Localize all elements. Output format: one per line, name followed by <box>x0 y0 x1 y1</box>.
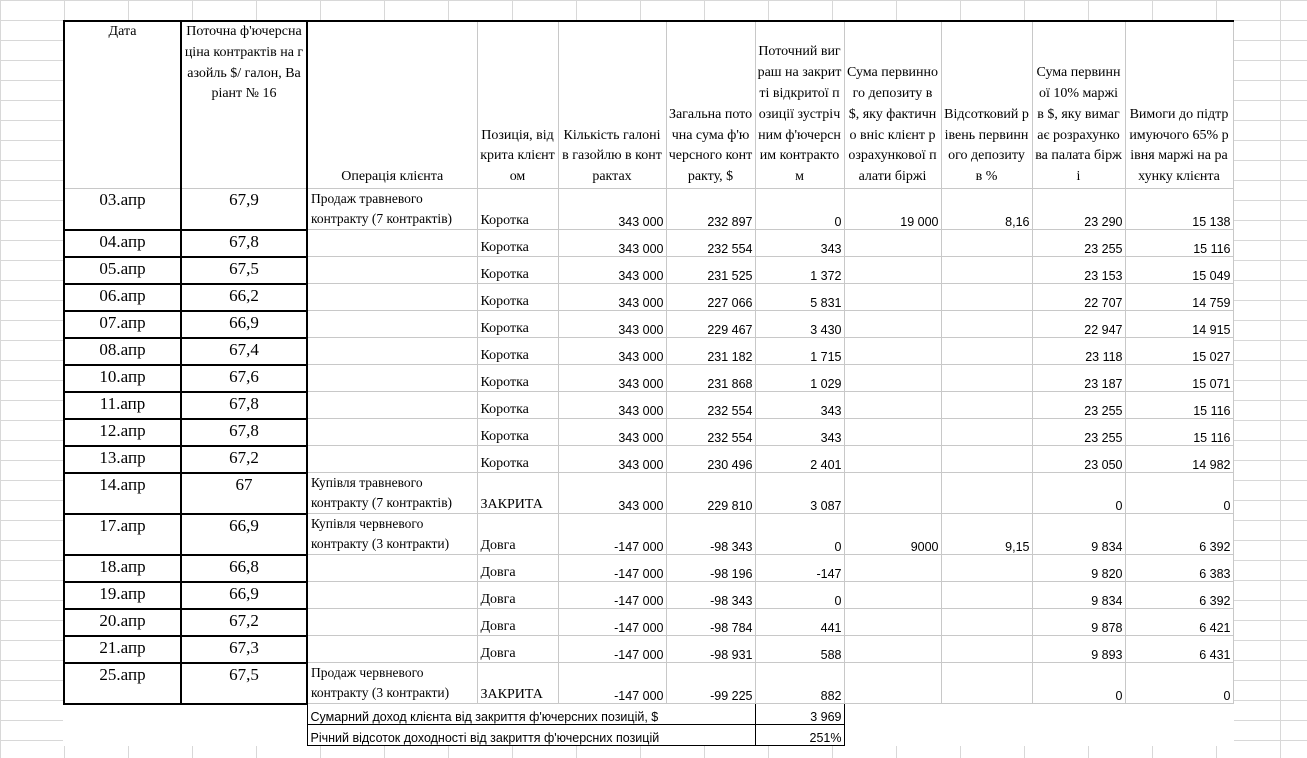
date-cell[interactable]: 19.апр <box>64 582 181 609</box>
date-cell[interactable]: 07.апр <box>64 311 181 338</box>
margin-cell[interactable]: 23 255 <box>1032 230 1125 257</box>
maintenance-cell[interactable]: 0 <box>1125 473 1233 514</box>
contract-sum-cell[interactable]: -98 931 <box>666 636 755 663</box>
contract-sum-cell[interactable]: -98 343 <box>666 514 755 555</box>
deposit-percent-cell[interactable] <box>941 636 1032 663</box>
gain-cell[interactable]: 1 372 <box>755 257 844 284</box>
deposit-percent-cell[interactable] <box>941 338 1032 365</box>
date-cell[interactable]: 12.апр <box>64 419 181 446</box>
contract-sum-cell[interactable]: -98 196 <box>666 555 755 582</box>
maintenance-cell[interactable]: 15 116 <box>1125 230 1233 257</box>
quantity-cell[interactable]: 343 000 <box>558 284 666 311</box>
gain-cell[interactable]: 343 <box>755 392 844 419</box>
price-cell[interactable]: 67 <box>181 473 307 514</box>
deposit-cell[interactable] <box>844 555 941 582</box>
position-cell[interactable]: ЗАКРИТА <box>477 663 558 704</box>
header-cell[interactable]: Поточна ф'ючерсна ціна контрактів на газойль $/ галон, Варіант № 16 <box>181 21 307 189</box>
header-cell[interactable]: Поточний виграш на закритті відкритої позиції зустрічним ф'ючерсним контрактом <box>755 21 844 189</box>
margin-cell[interactable]: 0 <box>1032 663 1125 704</box>
deposit-percent-cell[interactable] <box>941 230 1032 257</box>
date-cell[interactable]: 03.апр <box>64 189 181 230</box>
contract-sum-cell[interactable]: 232 554 <box>666 419 755 446</box>
table-row <box>64 582 1233 609</box>
margin-cell[interactable]: 9 834 <box>1032 582 1125 609</box>
price-cell[interactable]: 67,8 <box>181 392 307 419</box>
deposit-percent-cell[interactable] <box>941 257 1032 284</box>
table-row <box>64 419 1233 446</box>
margin-cell[interactable]: 0 <box>1032 473 1125 514</box>
maintenance-cell[interactable]: 15 138 <box>1125 189 1233 230</box>
quantity-cell[interactable]: -147 000 <box>558 514 666 555</box>
table-row <box>64 338 1233 365</box>
quantity-cell[interactable]: 343 000 <box>558 365 666 392</box>
deposit-cell[interactable] <box>844 230 941 257</box>
gain-cell[interactable]: 3 087 <box>755 473 844 514</box>
table-row <box>64 392 1233 419</box>
margin-cell[interactable]: 23 050 <box>1032 446 1125 473</box>
price-cell[interactable]: 67,8 <box>181 230 307 257</box>
header-cell[interactable]: Вимоги до підтримуючого 65% рівня маржі на рахунку клієнта <box>1125 21 1233 189</box>
header-cell[interactable]: Відсотковий рівень первинного депозиту в % <box>941 21 1032 189</box>
contract-sum-cell[interactable]: 231 868 <box>666 365 755 392</box>
position-cell[interactable]: ЗАКРИТА <box>477 473 558 514</box>
margin-cell[interactable]: 23 153 <box>1032 257 1125 284</box>
table-row <box>64 514 1233 555</box>
date-cell[interactable]: 25.апр <box>64 663 181 704</box>
position-cell[interactable]: Довга <box>477 514 558 555</box>
table-row <box>64 446 1233 473</box>
deposit-cell[interactable]: 19 000 <box>844 189 941 230</box>
operation-cell[interactable] <box>307 419 477 446</box>
operation-cell[interactable] <box>307 284 477 311</box>
summary-label[interactable]: Сумарний доход клієнта від закриття ф'ючерсних позицій, $ <box>307 704 755 725</box>
table-row <box>64 555 1233 582</box>
operation-cell[interactable] <box>307 257 477 284</box>
margin-cell[interactable]: 23 187 <box>1032 365 1125 392</box>
deposit-cell[interactable] <box>844 257 941 284</box>
position-cell[interactable]: Довга <box>477 609 558 636</box>
deposit-percent-cell[interactable]: 9,15 <box>941 514 1032 555</box>
quantity-cell[interactable]: 343 000 <box>558 392 666 419</box>
quantity-cell[interactable]: 343 000 <box>558 230 666 257</box>
operation-cell[interactable]: Продаж червневого контракту (3 контракти) <box>307 663 477 704</box>
deposit-percent-cell[interactable] <box>941 663 1032 704</box>
deposit-cell[interactable] <box>844 473 941 514</box>
deposit-percent-cell[interactable]: 8,16 <box>941 189 1032 230</box>
summary-label[interactable]: Річний відсоток доходності від закриття ф'ючерсних позицій <box>307 725 755 746</box>
table-row <box>64 609 1233 636</box>
header-cell[interactable]: Дата <box>64 21 181 189</box>
price-cell[interactable]: 66,2 <box>181 284 307 311</box>
blank-cell <box>844 704 1233 725</box>
price-cell[interactable]: 67,9 <box>181 189 307 230</box>
contract-sum-cell[interactable]: 231 525 <box>666 257 755 284</box>
margin-cell[interactable]: 9 834 <box>1032 514 1125 555</box>
contract-sum-cell[interactable]: 232 554 <box>666 392 755 419</box>
maintenance-cell[interactable]: 6 421 <box>1125 609 1233 636</box>
maintenance-cell[interactable]: 15 116 <box>1125 419 1233 446</box>
contract-sum-cell[interactable]: 229 467 <box>666 311 755 338</box>
table-row <box>64 365 1233 392</box>
maintenance-cell[interactable]: 6 383 <box>1125 555 1233 582</box>
maintenance-cell[interactable]: 15 027 <box>1125 338 1233 365</box>
margin-cell[interactable]: 23 118 <box>1032 338 1125 365</box>
deposit-percent-cell[interactable] <box>941 555 1032 582</box>
margin-cell[interactable]: 22 707 <box>1032 284 1125 311</box>
contract-sum-cell[interactable]: 230 496 <box>666 446 755 473</box>
table-row <box>64 284 1233 311</box>
table-row <box>64 230 1233 257</box>
table-row <box>64 257 1233 284</box>
position-cell[interactable]: Коротка <box>477 338 558 365</box>
table-row <box>64 636 1233 663</box>
contract-sum-cell[interactable]: 227 066 <box>666 284 755 311</box>
deposit-percent-cell[interactable] <box>941 582 1032 609</box>
summary-row <box>64 704 1233 725</box>
gain-cell[interactable]: -147 <box>755 555 844 582</box>
operation-cell[interactable] <box>307 392 477 419</box>
price-cell[interactable]: 67,5 <box>181 257 307 284</box>
price-cell[interactable]: 67,8 <box>181 419 307 446</box>
quantity-cell[interactable]: -147 000 <box>558 663 666 704</box>
deposit-percent-cell[interactable] <box>941 284 1032 311</box>
summary-row <box>64 725 1233 746</box>
gain-cell[interactable]: 588 <box>755 636 844 663</box>
contract-sum-cell[interactable]: -98 784 <box>666 609 755 636</box>
deposit-cell[interactable] <box>844 663 941 704</box>
deposit-cell[interactable] <box>844 311 941 338</box>
table-row <box>64 663 1233 704</box>
quantity-cell[interactable]: 343 000 <box>558 419 666 446</box>
deposit-cell[interactable] <box>844 365 941 392</box>
position-cell[interactable]: Коротка <box>477 446 558 473</box>
deposit-cell[interactable] <box>844 284 941 311</box>
operation-cell[interactable] <box>307 446 477 473</box>
gain-cell[interactable]: 2 401 <box>755 446 844 473</box>
position-cell[interactable]: Коротка <box>477 230 558 257</box>
margin-cell[interactable]: 23 255 <box>1032 392 1125 419</box>
price-cell[interactable]: 67,3 <box>181 636 307 663</box>
contract-sum-cell[interactable]: 231 182 <box>666 338 755 365</box>
quantity-cell[interactable]: 343 000 <box>558 446 666 473</box>
price-cell[interactable]: 66,9 <box>181 582 307 609</box>
margin-cell[interactable]: 9 878 <box>1032 609 1125 636</box>
deposit-percent-cell[interactable] <box>941 392 1032 419</box>
deposit-cell[interactable]: 9000 <box>844 514 941 555</box>
gain-cell[interactable]: 441 <box>755 609 844 636</box>
deposit-cell[interactable] <box>844 636 941 663</box>
header-cell[interactable]: Кількість галонів газойлю в контрактах <box>558 21 666 189</box>
maintenance-cell[interactable]: 6 392 <box>1125 514 1233 555</box>
date-cell[interactable]: 08.апр <box>64 338 181 365</box>
contract-sum-cell[interactable]: -98 343 <box>666 582 755 609</box>
price-cell[interactable]: 67,2 <box>181 446 307 473</box>
contract-sum-cell[interactable]: 232 554 <box>666 230 755 257</box>
quantity-cell[interactable]: -147 000 <box>558 609 666 636</box>
position-cell[interactable]: Коротка <box>477 392 558 419</box>
table-row <box>64 311 1233 338</box>
gain-cell[interactable]: 1 029 <box>755 365 844 392</box>
date-cell[interactable]: 18.апр <box>64 555 181 582</box>
operation-cell[interactable] <box>307 311 477 338</box>
operation-cell[interactable] <box>307 582 477 609</box>
date-cell[interactable]: 04.апр <box>64 230 181 257</box>
margin-cell[interactable]: 9 820 <box>1032 555 1125 582</box>
operation-cell[interactable]: Купівля травневого контракту (7 контрактів) <box>307 473 477 514</box>
deposit-percent-cell[interactable] <box>941 609 1032 636</box>
maintenance-cell[interactable]: 14 915 <box>1125 311 1233 338</box>
blank-cell <box>844 725 1233 746</box>
gain-cell[interactable]: 0 <box>755 514 844 555</box>
operation-cell[interactable] <box>307 555 477 582</box>
blank-cell <box>64 704 307 725</box>
operation-cell[interactable] <box>307 636 477 663</box>
deposit-cell[interactable] <box>844 392 941 419</box>
quantity-cell[interactable]: -147 000 <box>558 636 666 663</box>
margin-cell[interactable]: 23 290 <box>1032 189 1125 230</box>
date-cell[interactable]: 05.апр <box>64 257 181 284</box>
operation-cell[interactable]: Продаж травневого контракту (7 контрактів) <box>307 189 477 230</box>
deposit-percent-cell[interactable] <box>941 419 1032 446</box>
quantity-cell[interactable]: 343 000 <box>558 189 666 230</box>
quantity-cell[interactable]: 343 000 <box>558 473 666 514</box>
price-cell[interactable]: 66,8 <box>181 555 307 582</box>
deposit-cell[interactable] <box>844 419 941 446</box>
operation-cell[interactable] <box>307 230 477 257</box>
position-cell[interactable]: Коротка <box>477 311 558 338</box>
header-cell[interactable]: Операція клієнта <box>307 21 477 189</box>
date-cell[interactable]: 11.апр <box>64 392 181 419</box>
maintenance-cell[interactable]: 14 759 <box>1125 284 1233 311</box>
margin-cell[interactable]: 23 255 <box>1032 419 1125 446</box>
contract-sum-cell[interactable]: -99 225 <box>666 663 755 704</box>
quantity-cell[interactable]: -147 000 <box>558 582 666 609</box>
position-cell[interactable]: Коротка <box>477 257 558 284</box>
operation-cell[interactable] <box>307 365 477 392</box>
operation-cell[interactable] <box>307 338 477 365</box>
header-row <box>64 21 1233 189</box>
price-cell[interactable]: 67,5 <box>181 663 307 704</box>
price-cell[interactable]: 67,6 <box>181 365 307 392</box>
price-cell[interactable]: 66,9 <box>181 311 307 338</box>
margin-cell[interactable]: 22 947 <box>1032 311 1125 338</box>
deposit-percent-cell[interactable] <box>941 311 1032 338</box>
header-cell[interactable]: Загальна поточна сума ф'ючерсного контракту, $ <box>666 21 755 189</box>
date-cell[interactable]: 06.апр <box>64 284 181 311</box>
contract-sum-cell[interactable]: 232 897 <box>666 189 755 230</box>
maintenance-cell[interactable]: 6 392 <box>1125 582 1233 609</box>
quantity-cell[interactable]: -147 000 <box>558 555 666 582</box>
date-cell[interactable]: 20.апр <box>64 609 181 636</box>
gain-cell[interactable]: 343 <box>755 230 844 257</box>
position-cell[interactable]: Коротка <box>477 189 558 230</box>
quantity-cell[interactable]: 343 000 <box>558 257 666 284</box>
maintenance-cell[interactable]: 15 116 <box>1125 392 1233 419</box>
position-cell[interactable]: Довга <box>477 582 558 609</box>
summary-value[interactable]: 251% <box>755 725 844 746</box>
margin-cell[interactable]: 9 893 <box>1032 636 1125 663</box>
futures-table <box>63 20 1234 746</box>
position-cell[interactable]: Коротка <box>477 419 558 446</box>
gain-cell[interactable]: 5 831 <box>755 284 844 311</box>
summary-value[interactable]: 3 969 <box>755 704 844 725</box>
date-cell[interactable]: 13.апр <box>64 446 181 473</box>
blank-cell <box>64 725 307 746</box>
position-cell[interactable]: Коротка <box>477 365 558 392</box>
gain-cell[interactable]: 3 430 <box>755 311 844 338</box>
deposit-cell[interactable] <box>844 609 941 636</box>
header-cell[interactable]: Сума первинної 10% маржі в $, яку вимагає розрахункова палата біржі <box>1032 21 1125 189</box>
maintenance-cell[interactable]: 14 982 <box>1125 446 1233 473</box>
operation-cell[interactable]: Купівля червневого контракту (3 контракти) <box>307 514 477 555</box>
maintenance-cell[interactable]: 6 431 <box>1125 636 1233 663</box>
deposit-percent-cell[interactable] <box>941 446 1032 473</box>
position-cell[interactable]: Коротка <box>477 284 558 311</box>
maintenance-cell[interactable]: 0 <box>1125 663 1233 704</box>
table-row <box>64 473 1233 514</box>
deposit-cell[interactable] <box>844 338 941 365</box>
maintenance-cell[interactable]: 15 071 <box>1125 365 1233 392</box>
deposit-cell[interactable] <box>844 446 941 473</box>
gain-cell[interactable]: 1 715 <box>755 338 844 365</box>
maintenance-cell[interactable]: 15 049 <box>1125 257 1233 284</box>
price-cell[interactable]: 66,9 <box>181 514 307 555</box>
position-cell[interactable]: Довга <box>477 636 558 663</box>
deposit-percent-cell[interactable] <box>941 365 1032 392</box>
table-row <box>64 189 1233 230</box>
contract-sum-cell[interactable]: 229 810 <box>666 473 755 514</box>
operation-cell[interactable] <box>307 609 477 636</box>
date-cell[interactable]: 17.апр <box>64 514 181 555</box>
date-cell[interactable]: 14.апр <box>64 473 181 514</box>
gain-cell[interactable]: 882 <box>755 663 844 704</box>
header-cell[interactable]: Позиція, відкрита клієнтом <box>477 21 558 189</box>
gain-cell[interactable]: 343 <box>755 419 844 446</box>
position-cell[interactable]: Довга <box>477 555 558 582</box>
price-cell[interactable]: 67,2 <box>181 609 307 636</box>
date-cell[interactable]: 21.апр <box>64 636 181 663</box>
header-cell[interactable]: Сума первинного депозиту в $, яку фактично вніс клієнт розрахункової палати біржі <box>844 21 941 189</box>
quantity-cell[interactable]: 343 000 <box>558 338 666 365</box>
gain-cell[interactable]: 0 <box>755 189 844 230</box>
deposit-percent-cell[interactable] <box>941 473 1032 514</box>
price-cell[interactable]: 67,4 <box>181 338 307 365</box>
quantity-cell[interactable]: 343 000 <box>558 311 666 338</box>
gain-cell[interactable]: 0 <box>755 582 844 609</box>
deposit-cell[interactable] <box>844 582 941 609</box>
date-cell[interactable]: 10.апр <box>64 365 181 392</box>
